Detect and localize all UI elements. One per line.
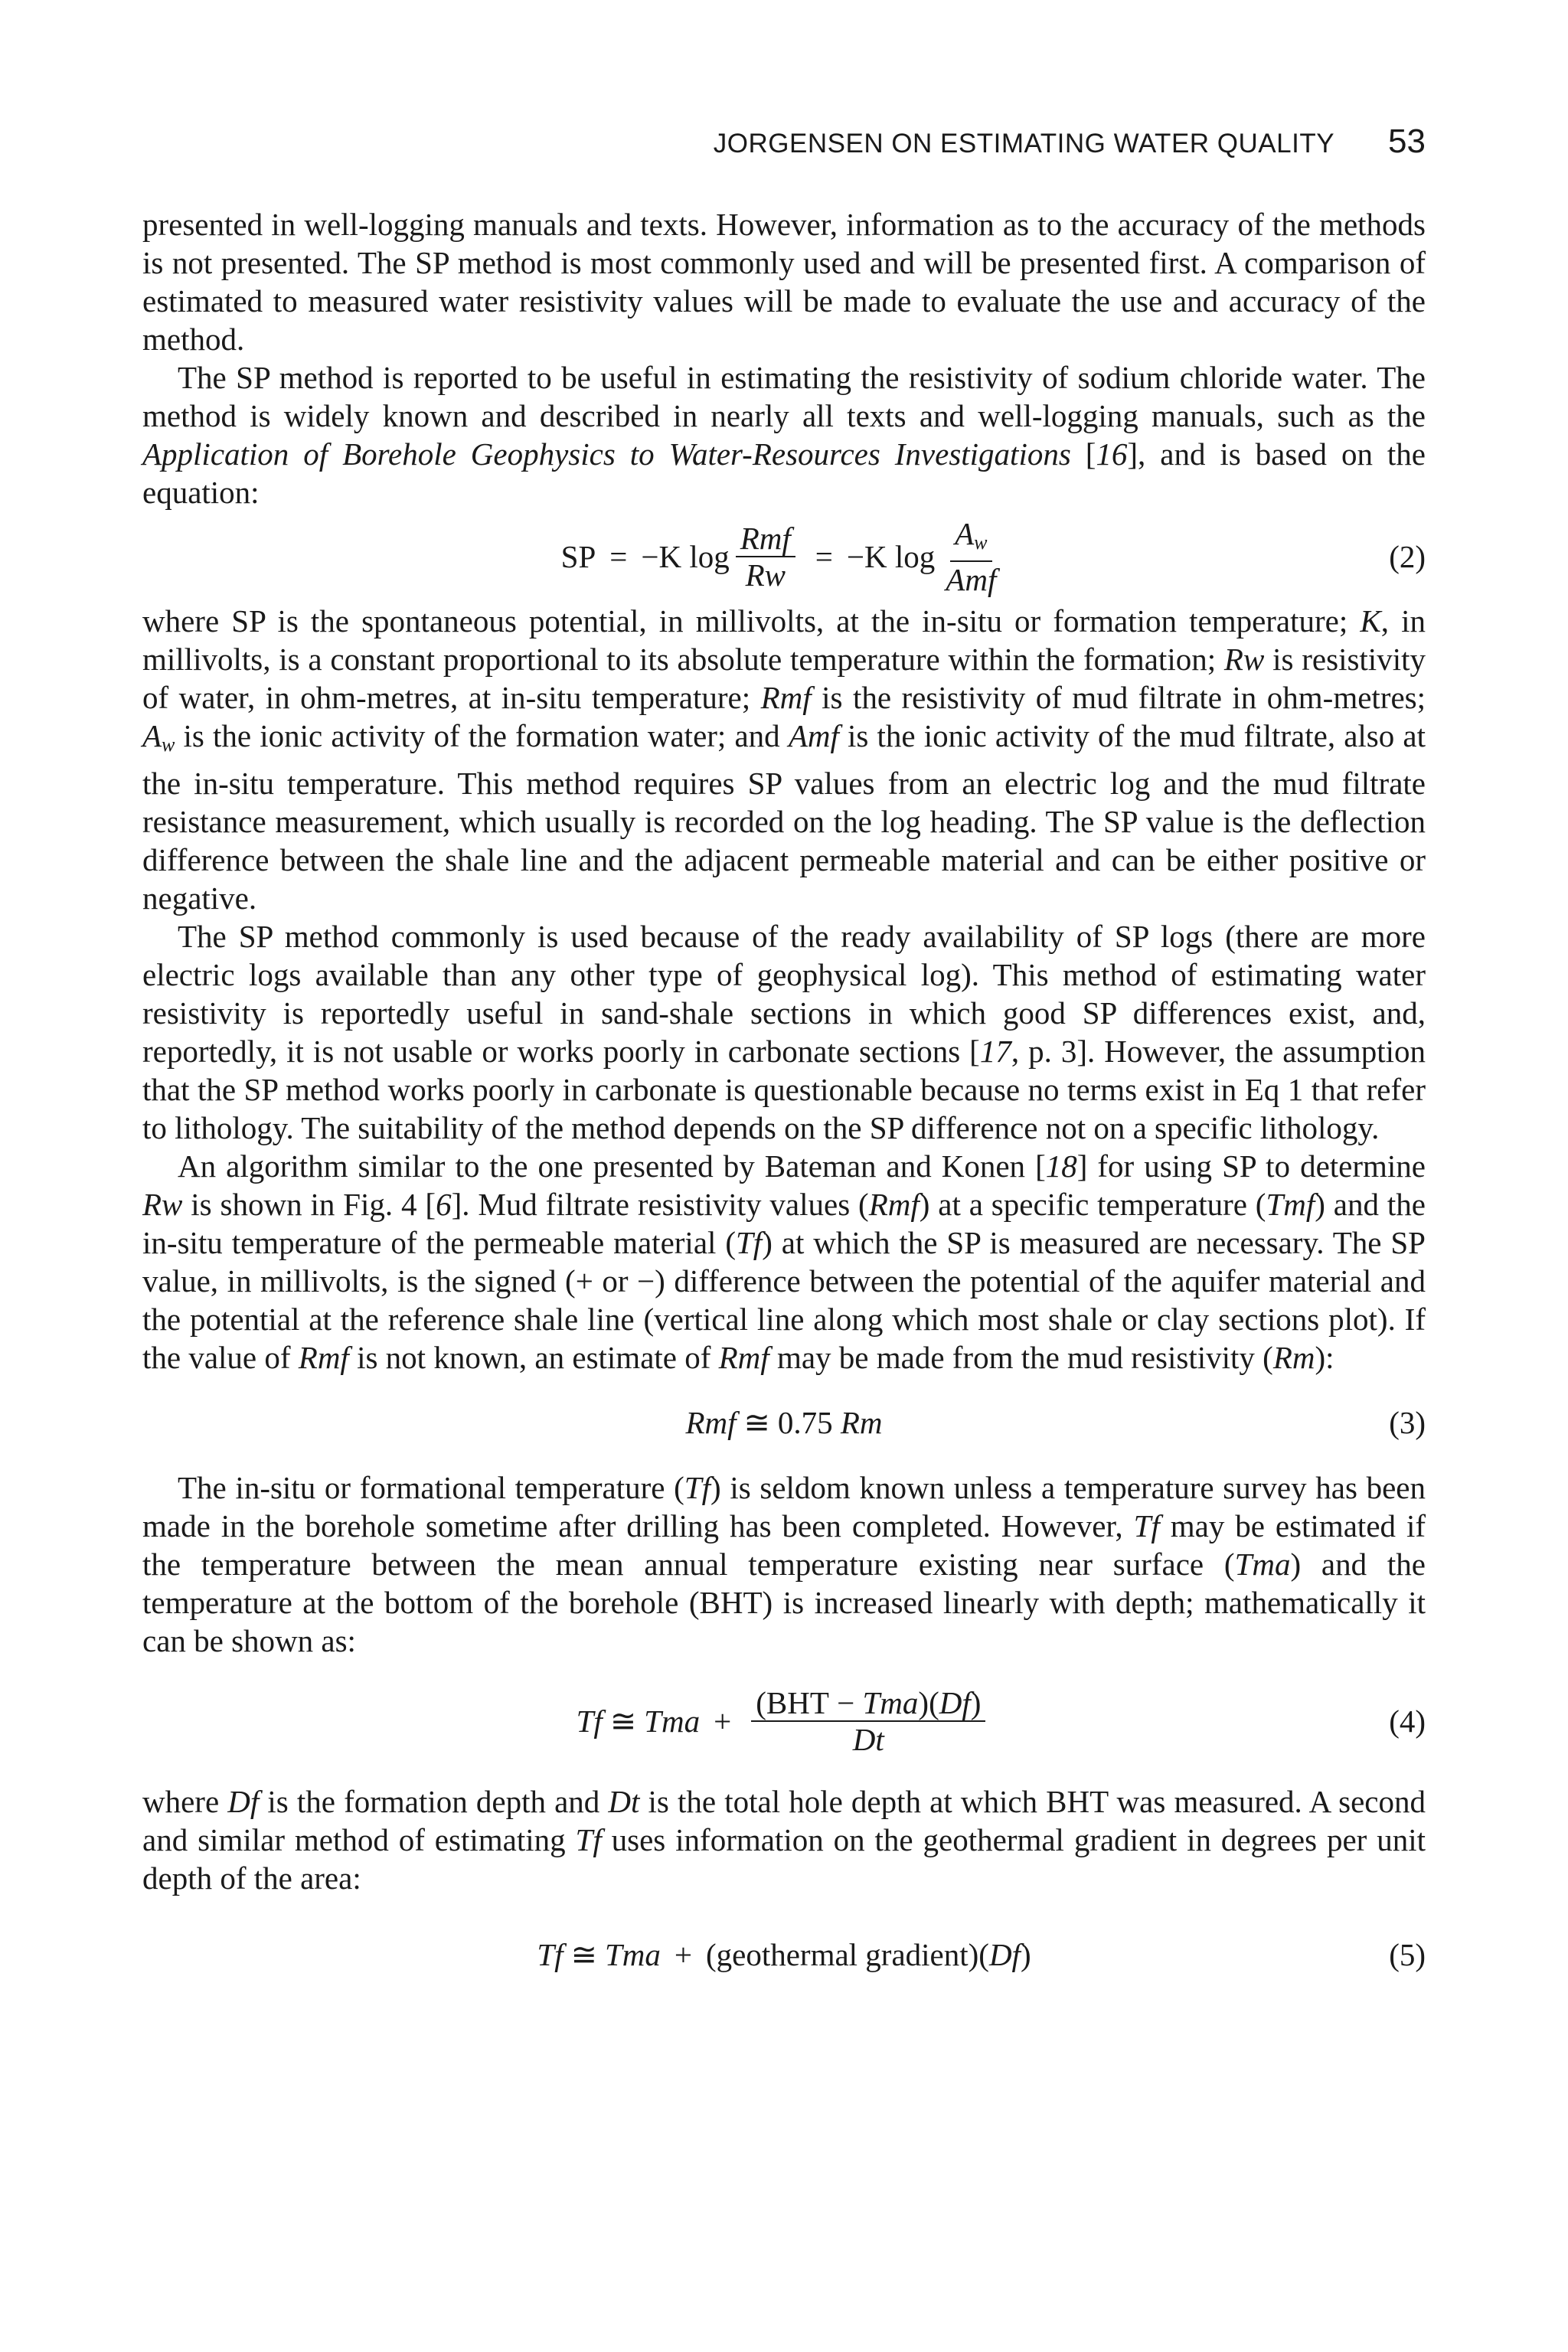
equation-number: (2) xyxy=(1389,539,1426,574)
equation-number: (3) xyxy=(1389,1405,1426,1440)
equation-number: (4) xyxy=(1389,1704,1426,1739)
paragraph-2: The SP method is reported to be useful in estimating the resistivity of sodium chloride water. The method is widely known and described in nearly all texts and well-logging manuals, such as the Application of Borehole Geophysics to Water-Resources Investigations [16], and is based on the equation: xyxy=(142,360,1426,510)
paragraph-6: The in-situ or formational temperature (Tf) is seldom known unless a temperature survey has been made in the borehole sometime after drilling has been completed. However, Tf may be estimated if the temperature between the mean annual temperature existing near surface (Tma) and the temperature at the bottom of the borehole (BHT) is increased linearly with depth; mathematically it can be shown as: xyxy=(142,1470,1426,1658)
paragraph-3: where SP is the spontaneous potential, in millivolts, at the in-situ or formation temperature; K, in millivolts, is a constant proportional to its absolute temperature within the formation; Rw is resistivity of water, in ohm-metres, at in-situ temperature; Rmf is the resistivity of mud filtrate in ohm-metres; $A_w$ is the ionic activity of the formation water; and Amf is the ionic activity of the mud filtrate, also at the in-situ temperature. This method requires SP values from an electric log and the mud filtrate resistance measurement, which usually is recorded on the log heading. The SP value is the deflection difference between the shale line and the adjacent permeable material and can be either positive or negative. xyxy=(142,603,1426,916)
citation-ref: 16 xyxy=(1096,436,1128,472)
paragraph-1: presented in well-logging manuals and texts. However, information as to the accuracy of the methods is not presented. The SP method is most commonly used and will be presented first. A comparison of estimated to measured water resistivity values will be made to evaluate the use and accuracy of the method. xyxy=(142,207,1426,357)
paragraph-7: where Df is the formation depth and Dt is the total hole depth at which BHT was measured. A second and similar method of estimating Tf uses information on the geothermal gradient in degrees per unit depth of the area: xyxy=(142,1784,1426,1896)
page-header xyxy=(142,122,1426,161)
equation-2: SP = −K log $\frac{\text{Rmf}}{Rw}$ = −K log $\frac{A_w}{\text{Amf}}$ (2) xyxy=(560,516,1426,597)
equation-4: Tf ≅ Tma + $\frac{\text{(BHT − Tma)(Df)}}{Dt}$ (4) xyxy=(576,1685,1426,1757)
citation-ref: 17 xyxy=(979,1034,1011,1069)
equation-5: Tf ≅ Tma + (geothermal gradient)( Df ) (5) xyxy=(537,1937,1426,1972)
fraction-bht: $\frac{\text{(BHT − Tma)(Df)}}{Dt}$ xyxy=(751,1685,985,1757)
page-number: 53 xyxy=(1388,122,1426,160)
running-head: JORGENSEN ON ESTIMATING WATER QUALITY xyxy=(713,129,1335,158)
equation-number: (5) xyxy=(1389,1937,1426,1972)
paragraph-5: An algorithm similar to the one presented by Bateman and Konen [18] for using SP to determine Rw is shown in Fig. 4 [6]. Mud filtrate resistivity values (Rmf) at a specific temperature (Tmf) and the in-situ temperature of the permeable material (Tf) at which the SP is measured are necessary. The SP value, in millivolts, is the signed (+ or −) difference between the potential of the aquifer material and the potential at the reference shale line (vertical line along which most shale or clay sections plot). If the value of Rmf is not known, an estimate of Rmf may be made from the mud resistivity (Rm): xyxy=(142,1148,1426,1375)
cited-title: Application of Borehole Geophysics to Water-Resources Investigations xyxy=(142,436,1071,472)
fraction-rmf-rw: $\frac{\text{Rmf}}{Rw}$ xyxy=(736,521,795,593)
equation-3: Rmf ≅ 0.75 Rm (3) xyxy=(685,1405,1426,1440)
article-body xyxy=(142,205,1426,2012)
fraction-aw-amf: $\frac{A_w}{\text{Amf}}$ xyxy=(946,516,997,597)
paragraph-4: The SP method commonly is used because of the ready availability of SP logs (there are more electric logs available than any other type of geophysical log). This method of estimating water resistivity is reportedly useful in sand-shale sections in which good SP differences exist, and, reportedly, it is not usable or works poorly in carbonate sections [17, p. 3]. However, the assumption that the SP method works poorly in carbonate is questionable because no terms exist in Eq 1 that refer to lithology. The suitability of the method depends on the SP difference not on a specific lithology. xyxy=(142,919,1426,1145)
